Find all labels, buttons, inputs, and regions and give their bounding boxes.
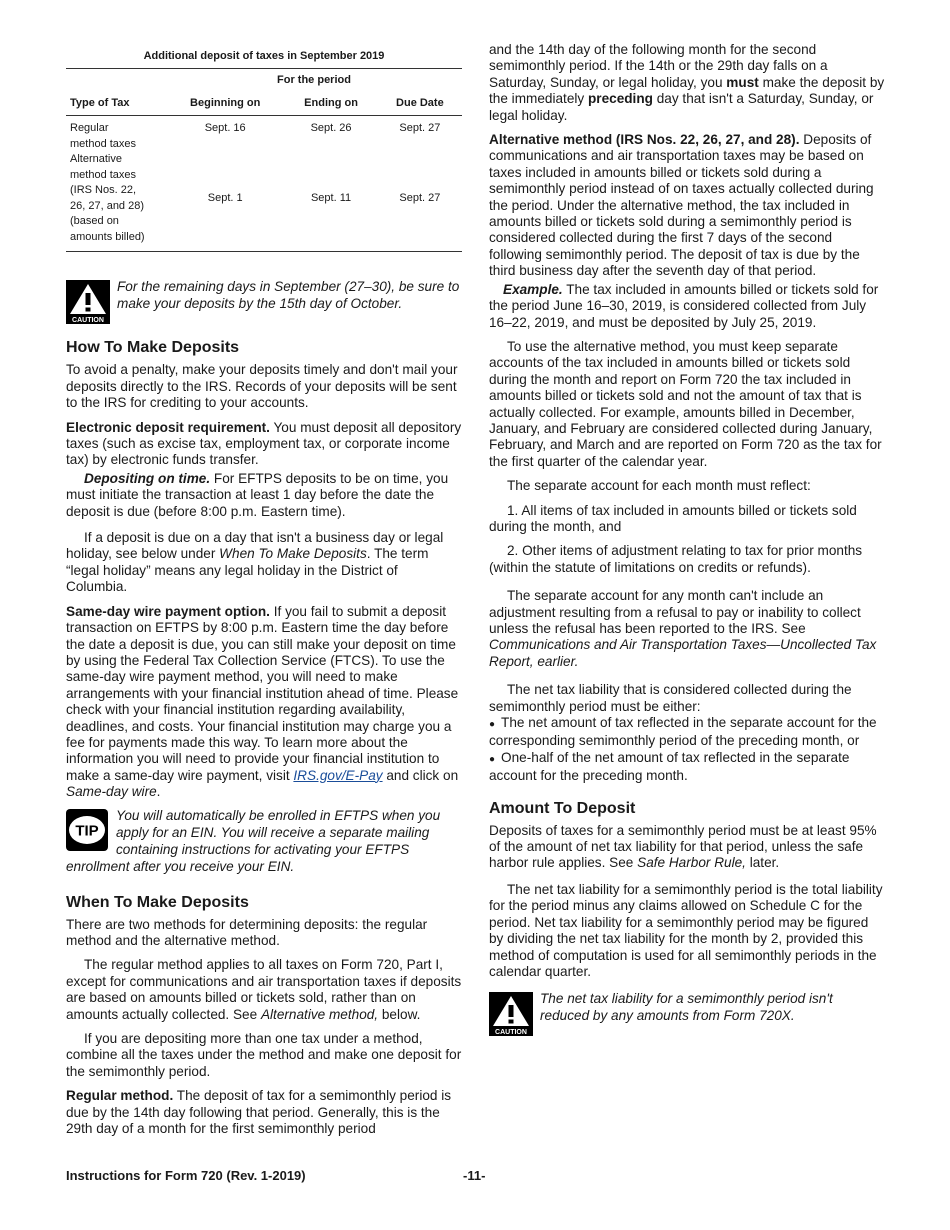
paragraph: Depositing on time. For EFTPS deposits to be on time, you must initiate the transaction at least 1 day before the date the deposit is due (before 8:00 p.m. Eastern time).: [66, 470, 449, 519]
period-header: For the period: [166, 69, 462, 91]
table-row: [66, 152, 462, 252]
section-heading-amount-to-deposit: Amount To Deposit: [489, 799, 636, 817]
right-column: [489, 42, 885, 1050]
table-row: [66, 116, 462, 153]
cell-due: Sept. 27: [378, 152, 462, 252]
list-item: 2. Other items of adjustment relating to tax for prior months (within the statute of limitations on credits or refunds).: [489, 543, 863, 575]
paragraph: The regular method applies to all taxes on Form 720, Part I, except for communications and air transportation taxes if deposits are based on amounts billed or tickets sold, rather than on amounts actually collected. See Alternative method, below.: [66, 957, 462, 1022]
paragraph: Electronic deposit requirement. You must deposit all depository taxes (such as excise tax, employment tax, or corporate income tax) by electronic funds transfer.: [66, 419, 462, 468]
bullet-item: ● One-half of the net amount of tax reflected in the separate account for the preceding month.: [489, 749, 850, 784]
col-due-date: Due Date: [378, 91, 462, 116]
svg-text:CAUTION: CAUTION: [72, 317, 104, 325]
paragraph: The separate account for any month can't include an adjustment resulting from a refusal to pay or inability to collect unless the refusal has been reported to the IRS. See Communications and Air Transportation Taxes—Uncollected Tax Report, earlier.: [489, 588, 877, 669]
paragraph: To use the alternative method, you must keep separate accounts of the tax included in amounts billed or tickets sold during the month and report on Form 720 the tax included in amounts billed or tickets sold and not the amount of tax that is actually collected. For example, amounts billed in December, January, and February are considered collected during January, February, and March and are reported on Form 720 as the tax for the first quarter of the calendar year.: [489, 338, 882, 469]
cell-due: Sept. 27: [399, 122, 441, 135]
deposit-schedule-table: [66, 68, 462, 252]
list-item: 1. All items of tax included in amounts billed or tickets sold during the month, and: [489, 502, 857, 534]
cell-ending: Sept. 26: [310, 122, 352, 135]
cell-ending: Sept. 11: [284, 152, 377, 252]
paragraph: and the 14th day of the following month for the second semimonthly period. If the 14th or the 29th day falls on a Saturday, Sunday, or legal holiday, you must make the deposit by the immediately preceding day that isn't a Saturday, Sunday, or legal holiday.: [489, 42, 885, 123]
footer-title: Instructions for Form 720 (Rev. 1-2019): [66, 1168, 306, 1183]
bullet-item: ● The net amount of tax reflected in the separate account for the corresponding semimonthly period of the preceding month, or: [489, 715, 877, 749]
col-type-of-tax: Type of Tax: [66, 91, 166, 116]
paragraph: Same-day wire payment option. If you fail to submit a deposit transaction on EFTPS by 8:00 p.m. Eastern time the day before the date a deposit is due, you can still make your deposit on time by using the Federal Tax Collection Service (FTCS). To use the same-day wire payment method, you will need to make arrangements with your financial institution ahead of time. Please check with your financial institution regarding availability, deadlines, and costs. Your financial institution may charge you a fee for payments made this way. To learn more about the information you will need to provide your financial institution to make a same-day wire payment, visit IRS.gov/E-Pay and click on Same-day wire.: [66, 603, 459, 800]
left-column: [66, 40, 462, 1145]
col-ending-on: Ending on: [284, 91, 377, 116]
paragraph: The separate account for each month must reflect:: [507, 478, 811, 494]
cell-beginning: Sept. 16: [204, 122, 246, 135]
tip-callout: [66, 807, 462, 875]
paragraph: To avoid a penalty, make your deposits timely and don't mail your deposits directly to the IRS. Records of your deposits will be sent to the IRS for crediting to your accounts.: [66, 362, 458, 411]
cell-beginning: Sept. 1: [166, 152, 284, 252]
cell-type: Regular method taxes: [70, 122, 137, 150]
paragraph: There are two methods for determining deposits: the regular method and the alternative method.: [66, 916, 428, 948]
paragraph: Alternative method (IRS Nos. 22, 26, 27, and 28). Deposits of communications and air transportation taxes may be based on taxes included in amounts billed or tickets sold during a semimonthly period instead of on taxes actually collected during the period. Under the alternative method, the tax included in amounts billed or tickets sold during a semimonthly period is considered collected during the first 7 days of the second following semimonthly period. The deposit of tax is due by the third business day after the seventh day of that period.: [489, 132, 874, 279]
paragraph: Example. The tax included in amounts billed or tickets sold for the period June 16–30, 2019, is considered collected from July 16–22, 2019, and must be deposited by July 25, 2019.: [489, 281, 879, 330]
section-heading-how-to-make-deposits: How To Make Deposits: [66, 339, 240, 357]
paragraph: The net tax liability that is considered collected during the semimonthly period must be either:: [489, 682, 852, 714]
cell-type: Alternative method taxes (IRS Nos. 22, 26, 27, and 28) (based on amounts billed): [66, 152, 166, 252]
paragraph: If a deposit is due on a day that isn't a business day or legal holiday, see below under When To Make Deposits. The term “legal holiday” means any legal holiday in the District of Columbia.: [66, 530, 444, 595]
paragraph: Deposits of taxes for a semimonthly period must be at least 95% of the amount of net tax liability for that period, unless the safe harbor rule applies. See Safe Harbor Rule, later.: [489, 822, 877, 871]
tip-icon: [66, 809, 108, 851]
caution-callout: [489, 990, 885, 1037]
section-heading-when-to-make-deposits: When To Make Deposits: [66, 893, 249, 911]
caution-text: The net tax liability for a semimonthly period isn't reduced by any amounts from Form 720X.: [540, 991, 833, 1024]
caution-icon: [66, 280, 110, 324]
caution-text: For the remaining days in September (27–30), be sure to make your deposits by the 15th day of October.: [117, 279, 460, 312]
irs-epay-link[interactable]: IRS.gov/E-Pay: [293, 767, 383, 783]
page-number: -11-: [463, 1168, 486, 1183]
svg-text:CAUTION: CAUTION: [495, 1029, 527, 1037]
paragraph: The net tax liability for a semimonthly period is the total liability for the period minus any claims allowed on Schedule C for the period. Net tax liability for a semimonthly period may be figured by dividing the net tax liability for the month by 2, provided this method of computation is used for all semimonthly periods in the calendar quarter.: [489, 881, 883, 979]
paragraph: If you are depositing more than one tax under a method, combine all the taxes under the method and make one deposit for the semimonthly period.: [66, 1031, 462, 1079]
tip-text: You will automatically be enrolled in EFTPS when you apply for an EIN. You will receive a separate mailing containing instructions for activating your EFTPS enrollment after you receive your EIN.: [66, 807, 441, 874]
caution-icon: [489, 992, 533, 1036]
caution-callout: [66, 278, 462, 325]
table-caption: Additional deposit of taxes in September 2019: [143, 50, 385, 62]
paragraph: Regular method. The deposit of tax for a semimonthly period is due by the 14th day following that period. Generally, this is the 29th day of a month for the first semimonthly period: [66, 1088, 452, 1137]
svg-text:TIP: TIP: [75, 822, 99, 840]
col-beginning-on: Beginning on: [166, 91, 284, 116]
